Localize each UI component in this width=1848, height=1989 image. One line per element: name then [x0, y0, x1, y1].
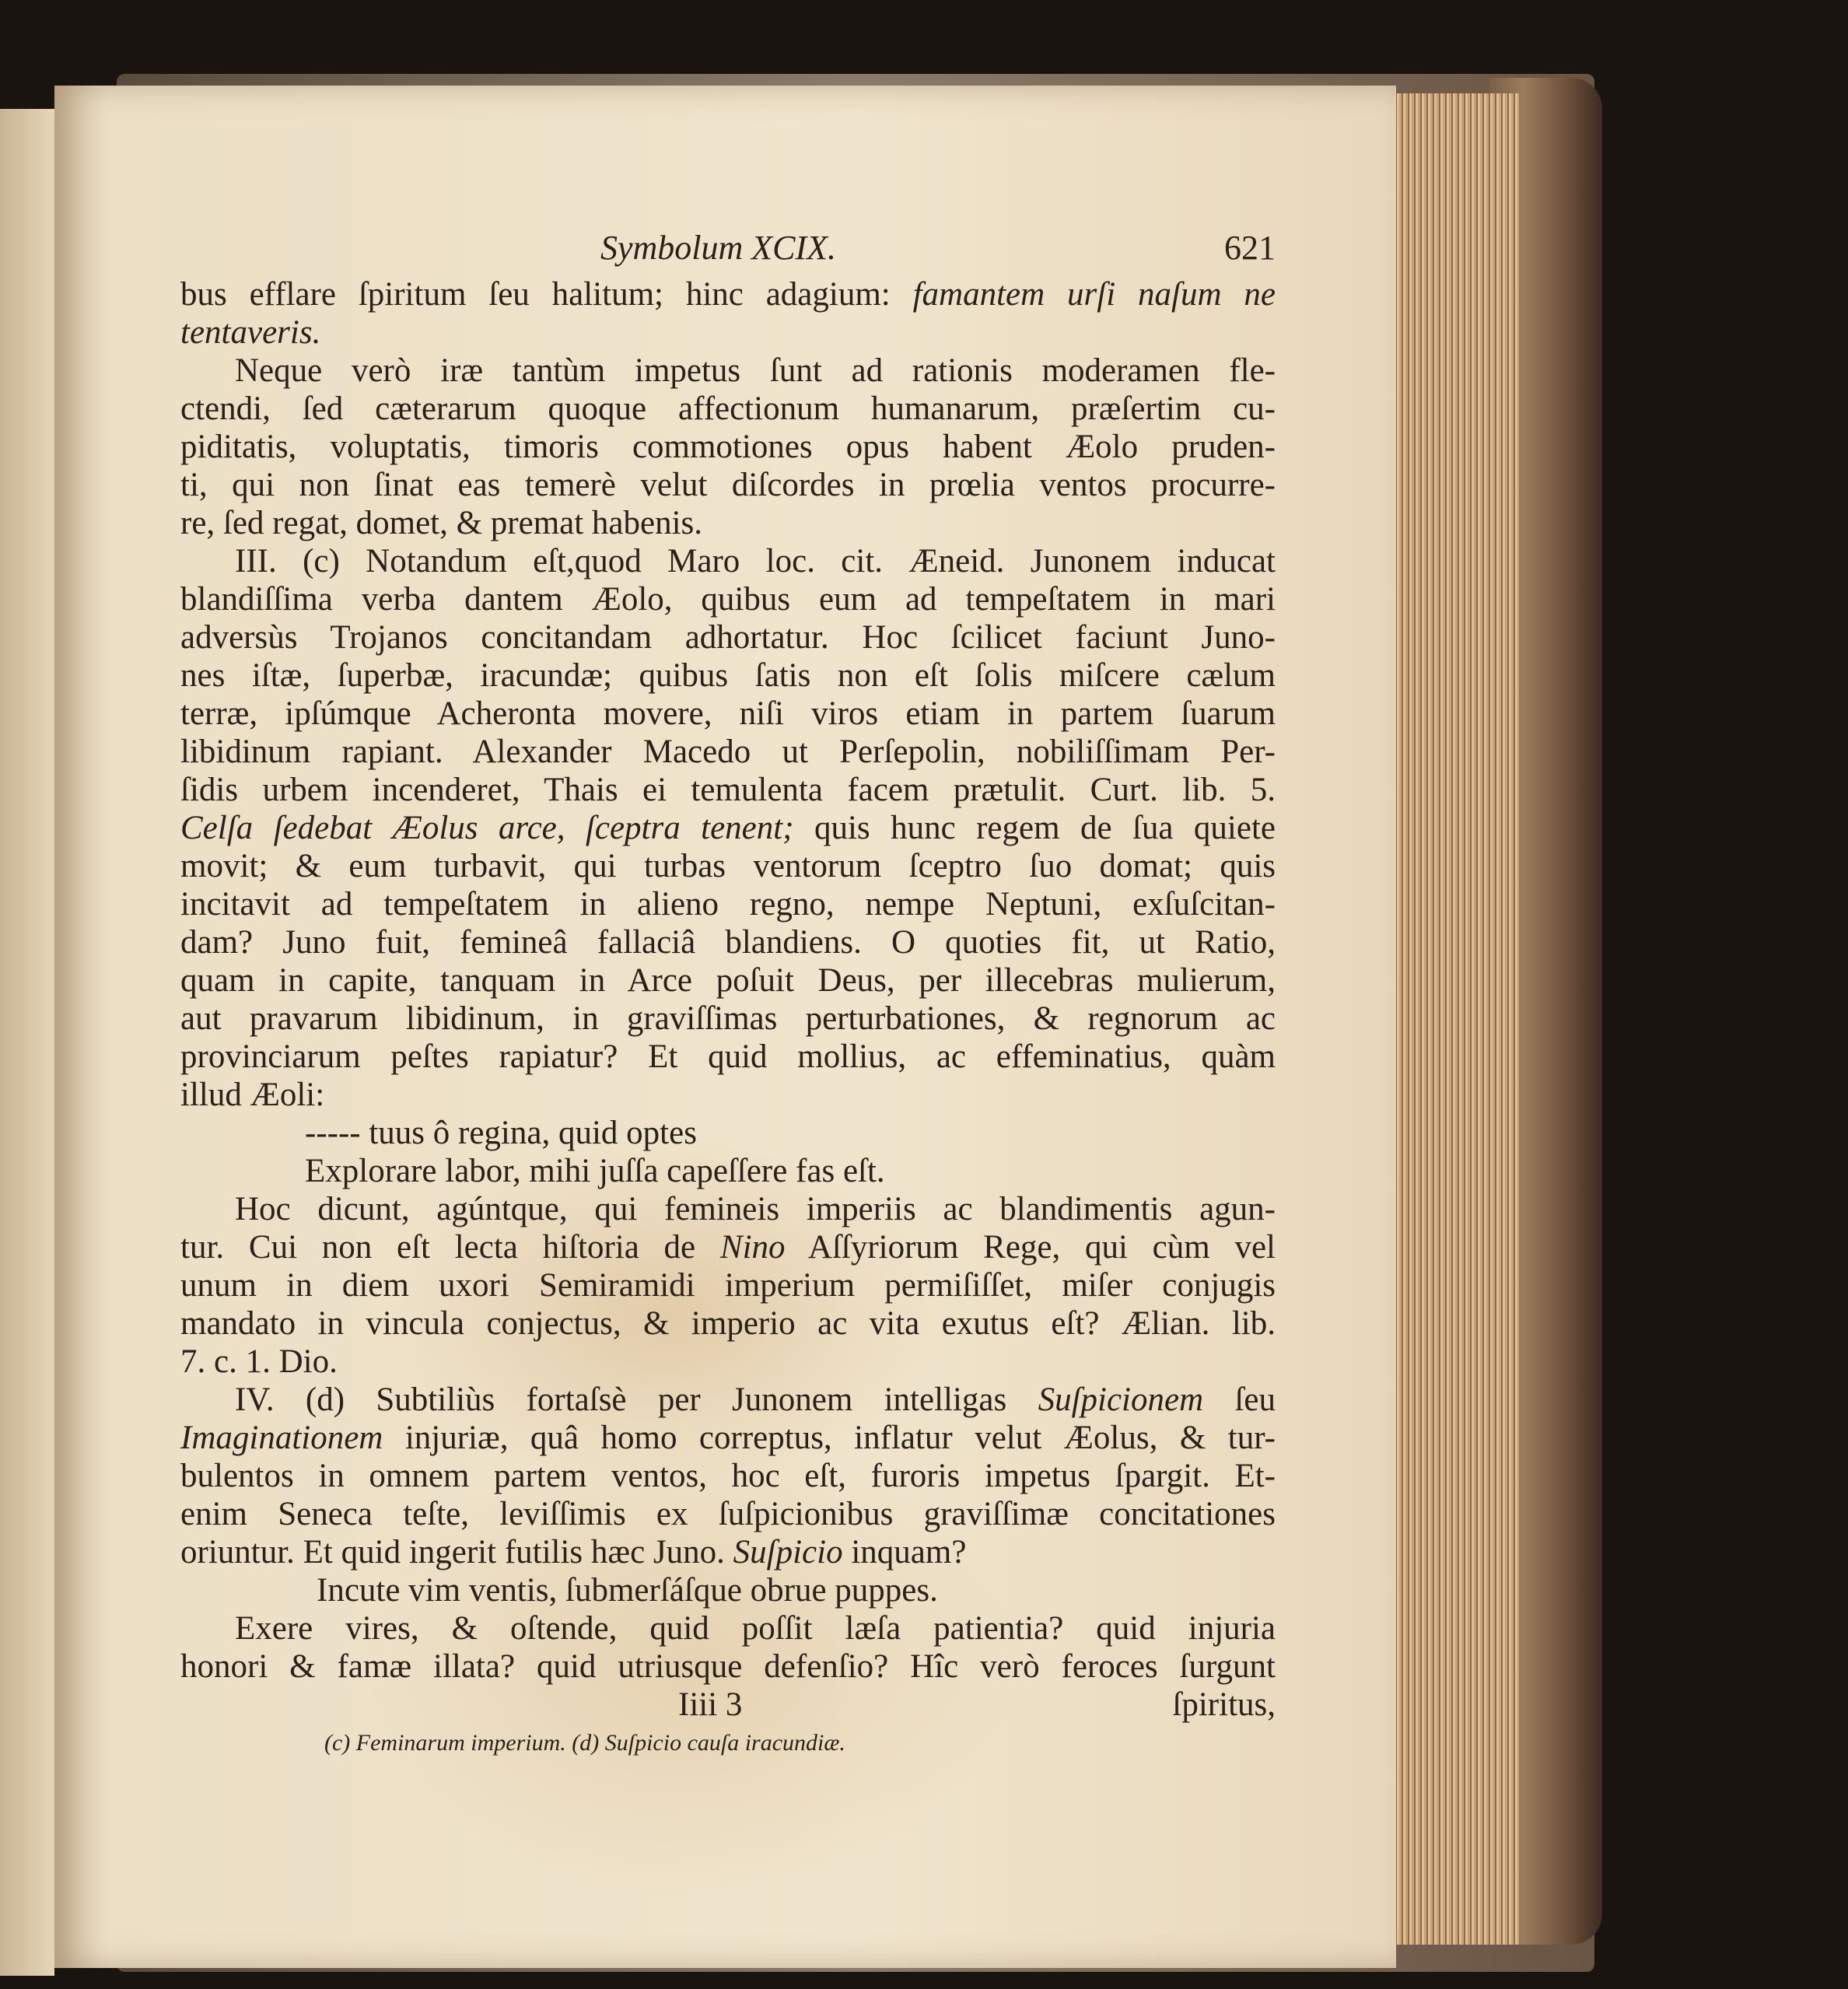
text-line: libidinum rapiant. Alexander Macedo ut Perſepolin, nobiliſſimam Per-	[180, 734, 1276, 770]
text-line: terræ, ipſúmque Acheronta movere, niſi viros etiam in partem ſuarum	[180, 695, 1276, 732]
text-line: incitavit ad tempeſtatem in alieno regno, nempe Neptuni, exſuſcitan-	[180, 886, 1276, 923]
text-line: ſidis urbem incenderet, Thais ei temulenta facem prætulit. Curt. lib. 5.	[180, 772, 1276, 808]
text-line: 7. c. 1. Dio.	[180, 1343, 338, 1380]
text-line: blandiſſima verba dantem Æolo, quibus eum ad tempeſtatem in mari	[180, 581, 1276, 618]
running-head	[180, 224, 1276, 275]
text-line: movit; & eum turbavit, qui turbas ventorum ſceptro ſuo domat; quis	[180, 848, 1276, 884]
text-line: IV. (d) Subtiliùs fortaſsè per Junonem intelligas Suſpicionem ſeu	[235, 1381, 1276, 1418]
text-line: Neque verò iræ tantùm impetus ſunt ad rationis moderamen fle-	[235, 352, 1276, 389]
text-line: III. (c) Notandum eſt,quod Maro loc. cit. Æneid. Junonem inducat	[235, 543, 1276, 580]
text-line: provinciarum peſtes rapiatur? Et quid mollius, ac effeminatius, quàm	[180, 1038, 1276, 1075]
catchword: ſpiritus,	[1172, 1686, 1276, 1723]
page-text	[180, 224, 1276, 1759]
text-line: ctendi, ſed cæterarum quoque affectionum humanarum, præſertim cu-	[180, 390, 1276, 427]
text-line: illud Æoli:	[180, 1077, 325, 1113]
text-line: aut pravarum libidinum, in graviſſimas perturbationes, & regnorum ac	[180, 1000, 1276, 1037]
text-line: mandato in vincula conjectus, & imperio ac vita exutus eſt? Ælian. lib.	[180, 1305, 1276, 1342]
book-page	[54, 86, 1396, 1968]
running-head-title: Symbolum XCIX.	[600, 229, 837, 267]
text-line: oriuntur. Et quid ingerit futilis hæc Juno. Suſpicio inquam?	[180, 1534, 967, 1571]
text-line: nes iſtæ, ſuperbæ, iracundæ; quibus ſatis non eſt ſolis miſcere cælum	[180, 657, 1276, 694]
text-line: re, ſed regat, domet, & premat habenis.	[180, 505, 703, 541]
text-line: dam? Juno fuit, femineâ fallaciâ blandiens. O quoties fit, ut Ratio,	[180, 924, 1276, 961]
text-line: honori & famæ illata? quid utriusque defenſio? Hîc verò feroces ſurgunt	[180, 1648, 1276, 1685]
marginal-footnote: (c) Feminarum imperium. (d) Suſpicio cauſa iracundiæ.	[324, 1730, 845, 1756]
text-line: Hoc dicunt, agúntque, qui femineis imperiis ac blandimentis agun-	[235, 1191, 1276, 1227]
text-line: enim Seneca teſte, leviſſimis ex ſuſpicionibus graviſſimæ concitationes	[180, 1496, 1276, 1532]
text-line: tur. Cui non eſt lecta hiſtoria de Nino Aſſyriorum Rege, qui cùm vel	[180, 1229, 1276, 1266]
text-line: Celſa ſedebat Æolus arce, ſceptra tenent; quis hunc regem de ſua quiete	[180, 810, 1276, 846]
text-line: ti, qui non ſinat eas temerè velut diſcordes in prœlia ventos procurre-	[180, 467, 1276, 503]
signature-mark: Iiii 3	[678, 1686, 743, 1723]
page-block-edge	[1384, 93, 1519, 1945]
page-number: 621	[1224, 229, 1276, 267]
verse-line: Incute vim ventis, ſubmerſáſque obrue puppes.	[317, 1572, 938, 1609]
left-page-edge	[0, 109, 54, 1976]
text-line: quam in capite, tanquam in Arce poſuit Deus, per illecebras mulierum,	[180, 962, 1276, 999]
text-line: tentaveris.	[180, 314, 321, 351]
text-line: piditatis, voluptatis, timoris commotiones opus habent Æolo pruden-	[180, 429, 1276, 465]
text-line: adversùs Trojanos concitandam adhortatur. Hoc ſcilicet faciunt Juno-	[180, 619, 1276, 656]
text-line: bus efflare ſpiritum ſeu halitum; hinc adagium: famantem urſi naſum ne	[180, 276, 1276, 313]
verse-line: Explorare labor, mihi juſſa capeſſere fas eſt.	[305, 1153, 885, 1189]
text-line: unum in diem uxori Semiramidi imperium permiſiſſet, miſer conjugis	[180, 1267, 1276, 1304]
text-line: bulentos in omnem partem ventos, hoc eſt, furoris impetus ſpargit. Et-	[180, 1458, 1276, 1494]
signature-row	[180, 1686, 1276, 1725]
verse-line: ----- tuus ô regina, quid optes	[305, 1115, 697, 1151]
text-line: Exere vires, & oſtende, quid poſſit læſa patientia? quid injuria	[235, 1610, 1276, 1647]
text-line: Imaginationem injuriæ, quâ homo correptus, inflatur velut Æolus, & tur-	[180, 1420, 1276, 1456]
